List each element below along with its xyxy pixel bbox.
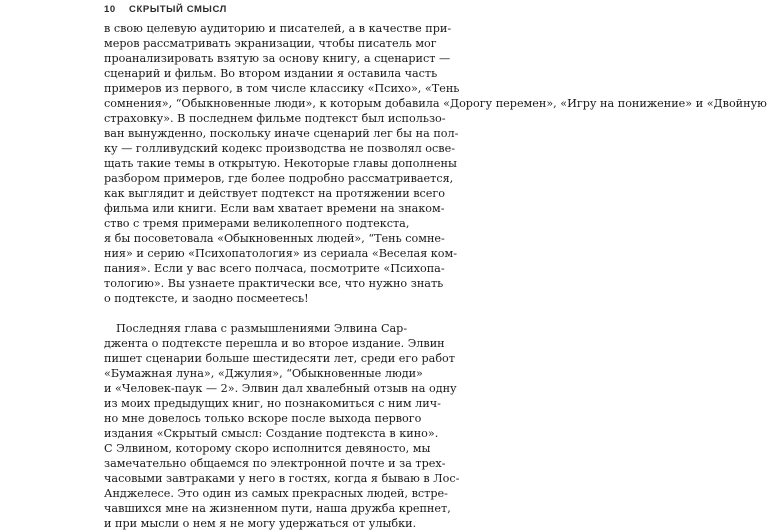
text-line: тологию». Вы узнаете практически все, что нужно знать (104, 277, 444, 290)
running-title: СКРЫТЫЙ СМЫСЛ (129, 4, 227, 15)
body-text (104, 21, 767, 531)
text-line: С Элвином, которому скоро исполнится девяносто, мы (104, 442, 431, 455)
text-line: сценарий и фильм. Во втором издании я оставила часть (104, 67, 438, 80)
text-line: чавшихся мне на жизненном пути, наша дружба крепнет, (104, 502, 451, 515)
text-line: фильма или книги. Если вам хватает времени на знаком- (104, 202, 445, 215)
text-line: ку — голливудский кодекс производства не позволял осве- (104, 142, 455, 155)
text-line: но мне довелось только вскоре после выхода первого (104, 412, 422, 425)
paragraph-2 (104, 321, 460, 531)
text-line: щать такие темы в открытую. Некоторые главы дополнены (104, 157, 457, 170)
text-line: в свою целевую аудиторию и писателей, а в качестве при- (104, 22, 452, 35)
text-line: ния» и серию «Психопатология» из сериала «Веселая ком- (104, 247, 458, 260)
text-line: Последняя глава с размышлениями Элвина Сар- (116, 322, 408, 335)
text-line: как выглядит и действует подтекст на протяжении всего (104, 187, 446, 200)
text-line: замечательно общаемся по электронной почте и за трех- (104, 457, 446, 470)
paragraph-gap (104, 306, 400, 321)
text-line: и «Человек-паук — 2». Элвин дал хвалебный отзыв на одну (104, 382, 457, 395)
text-line: ство с тремя примерами великолепного подтекста, (104, 217, 410, 230)
running-head (104, 4, 227, 15)
text-line: проанализировать взятую за основу книгу, а сценарист — (104, 52, 451, 65)
page-number: 10 (104, 4, 116, 15)
text-line: я бы посоветовала «Обыкновенных людей», “Тень сомне- (104, 232, 445, 245)
text-line: разбором примеров, где более подробно рассматривается, (104, 172, 454, 185)
text-line: пишет сценарии больше шестидесяти лет, среди его работ (104, 352, 455, 365)
text-line: Анджелесе. Это один из самых прекрасных людей, встре- (104, 487, 448, 500)
text-line: о подтексте, и заодно посмеетесь! (104, 292, 309, 305)
text-line: ван вынужденно, поскольку иначе сценарий лег бы на пол- (104, 127, 459, 140)
text-line: страховку». В последнем фильме подтекст был использо- (104, 112, 446, 125)
text-line: часовыми завтраками у него в гостях, когда я бываю в Лос- (104, 472, 460, 485)
text-line: из моих предыдущих книг, но познакомиться с ним лич- (104, 397, 441, 410)
text-line: джента о подтексте перешла и во второе издание. Элвин (104, 337, 445, 350)
text-line: примеров из первого, в том числе классику «Психо», «Тень (104, 82, 460, 95)
text-line: сомнения», “Обыкновенные люди», к которым добавила «Дорогу перемен», «Игру на понижение» и «Двойную (104, 97, 767, 110)
text-line: пания». Если у вас всего полчаса, посмотрите «Психопа- (104, 262, 445, 275)
text-line: «Бумажная луна», «Джулия», “Обыкновенные люди» (104, 367, 423, 380)
text-line: и при мысли о нем я не могу удержаться от улыбки. (104, 517, 417, 530)
paragraph-1 (104, 21, 767, 306)
text-line: меров рассматривать экранизации, чтобы писатель мог (104, 37, 437, 50)
text-line: издания «Скрытый смысл: Создание подтекста в кино». (104, 427, 439, 440)
